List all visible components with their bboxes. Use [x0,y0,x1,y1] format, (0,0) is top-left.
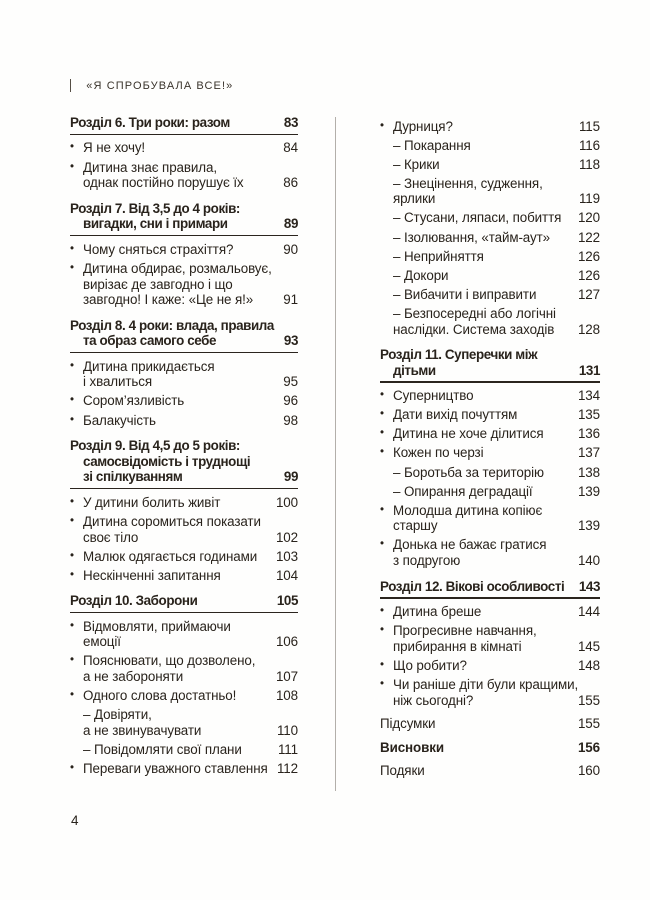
toc-heading-text: Розділ 7. Від 3,5 до 4 років: [70,200,240,216]
toc-item [70,160,298,191]
toc-items-block [380,119,600,338]
toc-page-number: 155 [577,716,600,732]
toc-item-line [380,268,600,284]
header-bar-icon [70,79,71,92]
bullet-icon: • [380,389,384,402]
toc-entry-text: ніж сьогодні? [393,692,474,708]
toc-page-number: 99 [283,469,298,485]
section-rule [70,235,298,236]
toc-page-number: 86 [283,175,298,191]
toc-heading-text: Розділ 10. Заборони [70,593,198,609]
bullet-icon: • [380,605,384,618]
toc-entry-text: Сором’язливість [83,393,185,409]
toc-item [380,230,600,246]
section-rule [70,134,298,135]
toc-item-line [70,160,298,176]
toc-entry-text: Суперництво [393,388,474,404]
bullet-icon: • [70,495,74,508]
toc-entry-line [380,763,600,779]
toc-item [70,707,298,738]
toc-entry-text: Висновки [380,739,444,755]
toc-item-line [70,374,298,390]
toc-section [70,318,298,428]
toc-entry-text: наслідки. Система заходів [393,321,555,337]
toc-page-number: 103 [275,548,298,564]
toc-heading-line [70,333,298,349]
toc-page-number: 134 [577,388,600,404]
toc-item-line [70,261,298,277]
bullet-icon: • [70,413,74,426]
toc-entry-text: Дитина бреше [393,604,482,620]
toc-item [380,157,600,173]
toc-page-number: 128 [577,321,600,337]
toc-section [380,347,600,569]
toc-heading-text: та образ самого себе [83,333,217,349]
toc-page-number: 89 [283,216,298,232]
toc-item-line [70,292,298,308]
toc-item [70,688,298,704]
toc-heading-text: самосвідомість і труднощі [83,453,251,469]
toc-entry-text: – Крики [393,156,440,172]
toc-entry-text: – Повідомляти свої плани [83,741,242,757]
bullet-icon: • [70,654,74,667]
toc-page-number: 91 [283,292,298,308]
toc-item [380,623,600,654]
toc-page-number: 116 [578,137,600,153]
toc-page-number: 136 [577,426,600,442]
toc-entry-text: емоції [83,634,121,650]
toc-section [70,115,298,191]
toc-heading-line [380,363,600,379]
toc-entry-text: – Безпосередні або логічні [393,305,556,321]
bullet-icon: • [380,658,384,671]
toc-entry-text: – Ізолювання, «тайм-аут» [393,229,550,245]
toc-item [380,445,600,461]
toc-entry-block [380,763,600,779]
bullet-icon: • [70,394,74,407]
toc-item-line [380,210,600,226]
bullet-icon: • [70,689,74,702]
toc-heading-line [70,469,298,485]
toc-page-number: 118 [578,156,600,172]
toc-entry-text: завгодно! І каже: «Це не я!» [83,292,254,308]
toc-item-line [380,604,600,620]
toc-page-number: 107 [275,669,298,685]
toc-entry-text: Пояснювати, що дозволено, [83,653,256,669]
toc-item-line [380,407,600,423]
toc-item-line [380,553,600,569]
toc-heading-line [70,216,298,232]
toc-item-line [70,568,298,584]
toc-heading-text: Розділ 11. Суперечки між [380,347,538,363]
toc-entry-text: Чому сняться страхіття? [83,241,234,257]
toc-item [380,388,600,404]
toc-page-number: 126 [577,267,600,283]
toc-entry-text: Дурниця? [393,118,453,134]
toc-item [70,393,298,409]
toc-item-line [380,426,600,442]
toc-item [380,658,600,674]
toc-page-number: 96 [283,393,298,409]
book-title-header: «Я СПРОБУВАЛА ВСЕ!» [86,79,234,92]
toc-page-number: 112 [276,761,298,777]
toc-page-number: 155 [577,692,600,708]
running-header [70,79,233,92]
toc-page-number: 131 [578,362,600,378]
toc-page-number: 137 [577,445,600,461]
bullet-icon: • [70,762,74,775]
toc-item [380,249,600,265]
bullet-icon: • [70,549,74,562]
bullet-icon: • [380,503,384,516]
bullet-icon: • [380,446,384,459]
toc-page-number: 84 [283,140,298,156]
toc-item [380,677,600,708]
toc-item [70,568,298,584]
toc-entry-text: старшу [393,518,438,534]
toc-entry-line [380,740,600,756]
toc-item-line [380,306,600,322]
toc-item [380,287,600,303]
bullet-icon: • [70,141,74,154]
toc-section [70,593,298,776]
toc-page-number: 140 [577,553,600,569]
toc-item-line [380,176,600,192]
toc-page-number: 105 [276,593,298,609]
toc-item [380,119,600,135]
bullet-icon: • [70,619,74,632]
toc-section [70,201,298,308]
toc-entry-text: Підсумки [380,716,436,732]
toc-page-number: 138 [577,464,600,480]
toc-entry-text: а не забороняти [83,669,184,685]
bullet-icon: • [380,624,384,637]
toc-item-line [70,514,298,530]
toc-entry-text: Одного слова достатньо! [83,688,237,704]
toc-heading-line [70,201,298,217]
toc-item [380,537,600,568]
toc-entry-text: Чи раніше діти були кращими, [393,677,579,692]
toc-page-number: 139 [577,518,600,534]
toc-entry-text: однак постійно порушує їх [83,175,244,191]
toc-entry-text: Дитина не хоче ділитися [393,426,544,442]
bullet-icon: • [380,119,384,132]
toc-item-line [380,230,600,246]
toc-entry-text: вирізає де завгодно і що [83,276,233,292]
toc-heading-line [380,347,600,363]
toc-entry-text: – Боротьба за територію [393,464,544,480]
toc-entry-text: Дитина знає правила, [83,159,217,175]
toc-item-line [70,277,298,293]
toc-item [70,514,298,545]
toc-item-line [70,653,298,669]
bullet-icon: • [70,261,74,274]
toc-item [70,242,298,258]
toc-item-line [70,175,298,191]
toc-entry-text: Що робити? [393,657,467,673]
toc-item-line [70,413,298,429]
toc-heading-line [70,318,298,334]
toc-page-number: 90 [283,241,298,257]
toc-entry-text: – Неприйняття [393,248,484,264]
toc-item-line [380,249,600,265]
toc-item-line [70,761,298,777]
toc-page-number: 83 [283,115,298,130]
bullet-icon: • [70,568,74,581]
toc-page-number: 148 [577,657,600,673]
toc-entry-text: Відмовляти, приймаючи [83,618,231,634]
bullet-icon: • [70,359,74,372]
toc-column-right [380,115,600,779]
toc-page-number: 126 [577,248,600,264]
toc-item [380,465,600,481]
toc-item [70,742,298,758]
toc-page-number: 145 [577,638,600,654]
toc-item [70,761,298,777]
column-divider [335,117,336,791]
toc-page-number: 120 [577,210,600,226]
toc-entry-text: Молодша дитина копіює [393,502,543,518]
toc-item-line [380,677,600,693]
toc-item [380,210,600,226]
toc-item [380,503,600,534]
toc-heading-line [70,115,298,131]
toc-item [70,619,298,650]
toc-entry-text: Переваги уважного ставлення [83,761,268,777]
toc-heading-line [380,579,600,595]
toc-item-line [70,140,298,156]
toc-entry-text: У дитини болить живіт [83,494,221,510]
toc-item-line [380,445,600,461]
toc-item-line [380,388,600,404]
toc-page-number: 127 [577,286,600,302]
toc-entry-text: прибирання в кімнаті [393,638,522,654]
toc-item-line [380,119,600,135]
toc-entry-block [380,740,600,756]
toc-entry-text: і хвалиться [83,374,153,390]
bullet-icon: • [380,538,384,551]
toc-item-line [70,669,298,685]
toc-entry-text: – Стусани, ляпаси, побиття [393,210,562,226]
toc-item-line [380,503,600,519]
toc-page-number: 139 [577,483,600,499]
section-rule [380,381,600,382]
toc-item [70,653,298,684]
toc-page-number: 100 [275,494,298,510]
toc-entry-text: Донька не бажає гратися [393,537,547,553]
toc-entry-text: Я не хочу! [83,140,146,156]
toc-page-number: 160 [577,763,600,779]
toc-page-number: 135 [577,407,600,423]
toc-item-line [380,191,600,207]
toc-entry-text: Дитина соромиться показати [83,513,261,529]
toc-entry-text: – Докори [393,267,449,283]
toc-item-line [380,537,600,553]
toc-page-number: 106 [275,634,298,650]
toc-item-line [70,530,298,546]
toc-entry-text: Балакучість [83,412,156,428]
toc-heading-text: Розділ 6. Три роки: разом [70,115,230,130]
toc-item [380,268,600,284]
toc-item-line [70,495,298,511]
toc-page-number: 110 [276,722,298,738]
toc-entry-text: а не звинувачувати [83,722,202,738]
section-rule [70,352,298,353]
toc-item [70,359,298,390]
toc-item-line [380,138,600,154]
bullet-icon: • [380,427,384,440]
toc-item-line [70,688,298,704]
bullet-icon: • [70,242,74,255]
toc-item [380,138,600,154]
toc-heading-line [70,454,298,470]
toc-entry-block [380,716,600,732]
toc-item-line [70,549,298,565]
toc-item [380,407,600,423]
toc-column-left [70,115,298,777]
toc-item-line [380,658,600,674]
folio-page-number: 4 [71,813,79,828]
toc-section [380,579,600,709]
toc-item [70,261,298,308]
toc-item-line [70,742,298,758]
toc-entry-text: – Знецінення, судження, [393,175,543,191]
toc-page-number: 115 [578,118,600,134]
toc-item [70,140,298,156]
toc-entry-text: своє тіло [83,529,139,545]
toc-entry-text: – Вибачити і виправити [393,286,537,302]
toc-item-line [380,518,600,534]
toc-page-number: 111 [277,741,298,757]
toc-entry-text: Малюк одягається годинами [83,548,258,564]
toc-item-line [380,639,600,655]
toc-item-line [70,707,298,723]
toc-entry-text: Кожен по черзі [393,445,484,461]
toc-heading-line [70,593,298,609]
toc-entry-text: ярлики [393,191,436,207]
toc-item [380,604,600,620]
toc-entry-text: Прогресивне навчання, [393,623,537,639]
toc-heading-line [70,438,298,454]
toc-entry-text: Дитина обдирає, розмальовує, [83,260,272,276]
toc-entry-text: з подругою [393,553,461,569]
toc-heading-text: Розділ 8. 4 роки: влада, правила [70,317,274,333]
toc-item [380,426,600,442]
toc-item-line [380,322,600,338]
toc-heading-text: Розділ 12. Вікові особливості [380,578,565,594]
toc-item-line [380,484,600,500]
toc-item-line [70,393,298,409]
toc-heading-text: Розділ 9. Від 4,5 до 5 років: [70,438,240,454]
bullet-icon: • [380,408,384,421]
toc-item [70,549,298,565]
toc-page-number: 104 [275,567,298,583]
bullet-icon: • [380,678,384,690]
toc-page-number: 122 [577,229,600,245]
section-rule [70,612,298,613]
toc-item-line [70,723,298,739]
toc-page-number: 93 [283,333,298,349]
toc-item-line [380,623,600,639]
toc-entry-text: Дитина прикидається [83,358,215,374]
toc-item [380,176,600,207]
toc-entry-text: Подяки [380,763,425,779]
toc-item-line [380,287,600,303]
toc-page-number: 156 [577,739,600,755]
toc-page-number: 95 [283,374,298,390]
toc-item [380,484,600,500]
bullet-icon: • [70,160,74,173]
toc-heading-text: дітьми [393,362,436,378]
toc-item-line [380,693,600,709]
toc-heading-text: зі спілкуванням [83,469,183,485]
toc-heading-text: вигадки, сни і примари [83,216,228,232]
toc-page-number: 108 [275,688,298,704]
toc-item-line [70,359,298,375]
toc-item-line [380,157,600,173]
toc-entry-text: – Покарання [393,137,471,153]
toc-item-line [70,619,298,635]
section-rule [70,488,298,489]
toc-entry-text: Дати вихід почуттям [393,407,518,423]
toc-item-line [70,634,298,650]
toc-item [70,495,298,511]
toc-item-line [70,242,298,258]
section-rule [380,597,600,598]
toc-entry-line [380,716,600,732]
toc-item [380,306,600,337]
toc-page-number: 119 [578,191,600,207]
toc-page-number: 102 [275,529,298,545]
toc-section [70,438,298,583]
toc-item-line [380,465,600,481]
toc-page-number: 98 [283,412,298,428]
toc-page-number: 143 [578,578,600,594]
toc-entry-text: – Опирання деградації [393,483,533,499]
toc-entry-text: Нескінченні запитання [83,567,221,583]
bullet-icon: • [70,514,74,527]
toc-page-number: 144 [577,604,600,620]
toc-item [70,413,298,429]
toc-entry-text: – Довіряти, [83,707,152,723]
